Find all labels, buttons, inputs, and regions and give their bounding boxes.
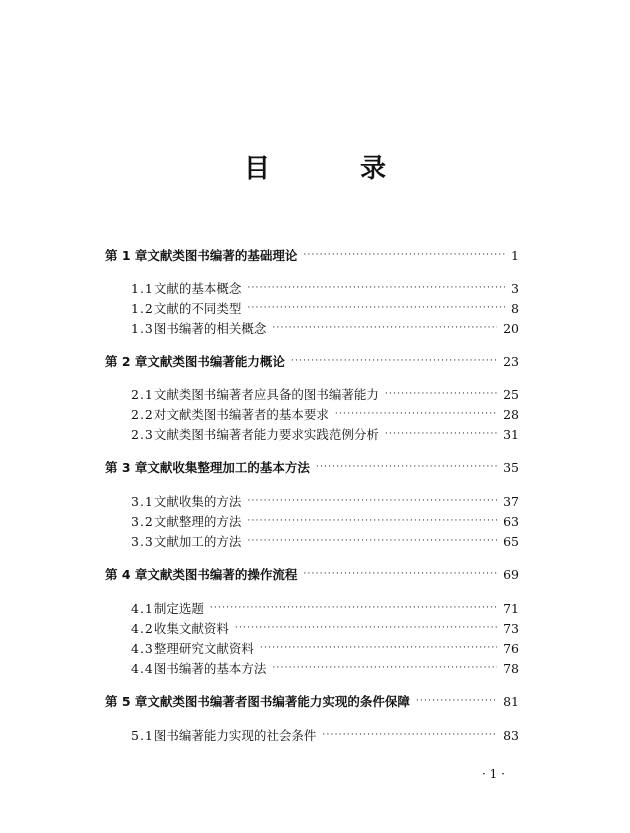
toc-entry[interactable]: [105, 490, 519, 510]
footer-page-number: · 1 ·: [482, 767, 505, 781]
toc-entry[interactable]: [105, 510, 519, 530]
toc-page-number: 78: [503, 661, 519, 676]
dot-leader: [322, 728, 497, 744]
toc-entry[interactable]: [105, 563, 519, 583]
dot-leader: [303, 567, 497, 583]
toc-title: 图书编著的基本方法: [153, 661, 267, 676]
toc-entry[interactable]: [105, 350, 519, 370]
toc-title: 文献的不同类型: [153, 301, 242, 316]
toc-title: 文献收集的方法: [153, 494, 242, 509]
toc-title: 文献收集整理加工的基本方法: [147, 460, 310, 475]
toc-number: 3.1: [131, 494, 154, 509]
toc-entry[interactable]: [105, 403, 519, 423]
page-title: 目 录: [243, 154, 418, 184]
toc-entry[interactable]: [105, 657, 519, 677]
toc-number: 1.1: [131, 281, 154, 296]
toc-entry[interactable]: [105, 317, 519, 337]
dot-leader: [210, 601, 497, 617]
toc-number: 4.3: [131, 641, 154, 656]
toc-title: 文献类图书编著者应具备的图书编著能力: [153, 387, 379, 402]
dot-leader: [247, 281, 505, 297]
dot-leader: [247, 534, 497, 550]
toc-number: 4.4: [131, 661, 154, 676]
toc-entry[interactable]: [105, 597, 519, 617]
toc-title: 文献加工的方法: [153, 534, 242, 549]
toc-number: 3.3: [131, 534, 154, 549]
dot-leader: [260, 641, 497, 657]
toc-page-number: 83: [503, 728, 519, 743]
toc-title: 文献类图书编著的基础理论: [147, 248, 298, 263]
toc-page-number: 25: [503, 387, 519, 402]
toc-title: 文献类图书编著者图书编著能力实现的条件保障: [147, 694, 410, 709]
toc-entry[interactable]: [105, 244, 519, 264]
toc-entry[interactable]: [105, 277, 519, 297]
toc-entry[interactable]: [105, 724, 519, 744]
toc-entry[interactable]: [105, 690, 519, 710]
toc-page-number: 71: [503, 601, 519, 616]
toc-entry[interactable]: [105, 383, 519, 403]
toc-number: 第 5 章: [105, 694, 148, 709]
toc-page-number: 23: [503, 354, 519, 369]
dot-leader: [247, 301, 505, 317]
toc-entry[interactable]: [105, 637, 519, 657]
dot-leader: [291, 354, 497, 370]
toc-title: 收集文献资料: [153, 621, 229, 636]
dot-leader: [416, 694, 497, 710]
toc-number: 1.2: [131, 301, 154, 316]
toc-entry[interactable]: [105, 617, 519, 637]
toc-number: 2.3: [131, 427, 154, 442]
toc-page-number: 76: [503, 641, 519, 656]
toc-number: 第 1 章: [105, 248, 148, 263]
toc-number: 4.1: [131, 601, 154, 616]
toc-page-number: 69: [503, 567, 519, 582]
toc-title: 整理研究文献资料: [153, 641, 254, 656]
toc-number: 2.1: [131, 387, 154, 402]
dot-leader: [335, 407, 497, 423]
toc-title: 图书编著的相关概念: [153, 321, 267, 336]
toc-page-number: 20: [503, 321, 519, 336]
toc-page-number: 8: [511, 301, 519, 316]
toc-number: 第 4 章: [105, 567, 148, 582]
toc-number: 第 3 章: [105, 460, 148, 475]
toc-number: 4.2: [131, 621, 154, 636]
dot-leader: [272, 661, 497, 677]
toc-page-number: 31: [503, 427, 519, 442]
toc-title: 文献的基本概念: [153, 281, 242, 296]
toc-page-number: 35: [503, 460, 519, 475]
dot-leader: [385, 387, 497, 403]
toc-page-number: 3: [511, 281, 519, 296]
toc-page-number: 28: [503, 407, 519, 422]
dot-leader: [235, 621, 497, 637]
toc-entry[interactable]: [105, 297, 519, 317]
dot-leader: [303, 248, 505, 264]
toc-page-number: 37: [503, 494, 519, 509]
toc-title: 文献类图书编著的操作流程: [147, 567, 298, 582]
toc-page-number: 63: [503, 514, 519, 529]
toc-number: 1.3: [131, 321, 154, 336]
toc-number: 2.2: [131, 407, 154, 422]
dot-leader: [316, 460, 497, 476]
toc-title: 图书编著能力实现的社会条件: [153, 728, 317, 743]
toc-entry[interactable]: [105, 530, 519, 550]
dot-leader: [385, 427, 497, 443]
toc-number: 3.2: [131, 514, 154, 529]
toc-title: 文献类图书编著者能力要求实践范例分析: [153, 427, 379, 442]
dot-leader: [247, 494, 497, 510]
toc-page-number: 1: [511, 248, 519, 263]
toc-entry[interactable]: [105, 423, 519, 443]
toc-page-number: 65: [503, 534, 519, 549]
toc-number: 5.1: [131, 728, 154, 743]
toc-entry[interactable]: [105, 456, 519, 476]
toc-title: 对文献类图书编著者的基本要求: [153, 407, 329, 422]
toc-title: 制定选题: [153, 601, 204, 616]
toc-page-number: 81: [503, 694, 519, 709]
dot-leader: [247, 514, 497, 530]
toc-page-number: 73: [503, 621, 519, 636]
toc-number: 第 2 章: [105, 354, 148, 369]
toc-title: 文献类图书编著能力概论: [147, 354, 285, 369]
toc-title: 文献整理的方法: [153, 514, 242, 529]
dot-leader: [272, 321, 497, 337]
